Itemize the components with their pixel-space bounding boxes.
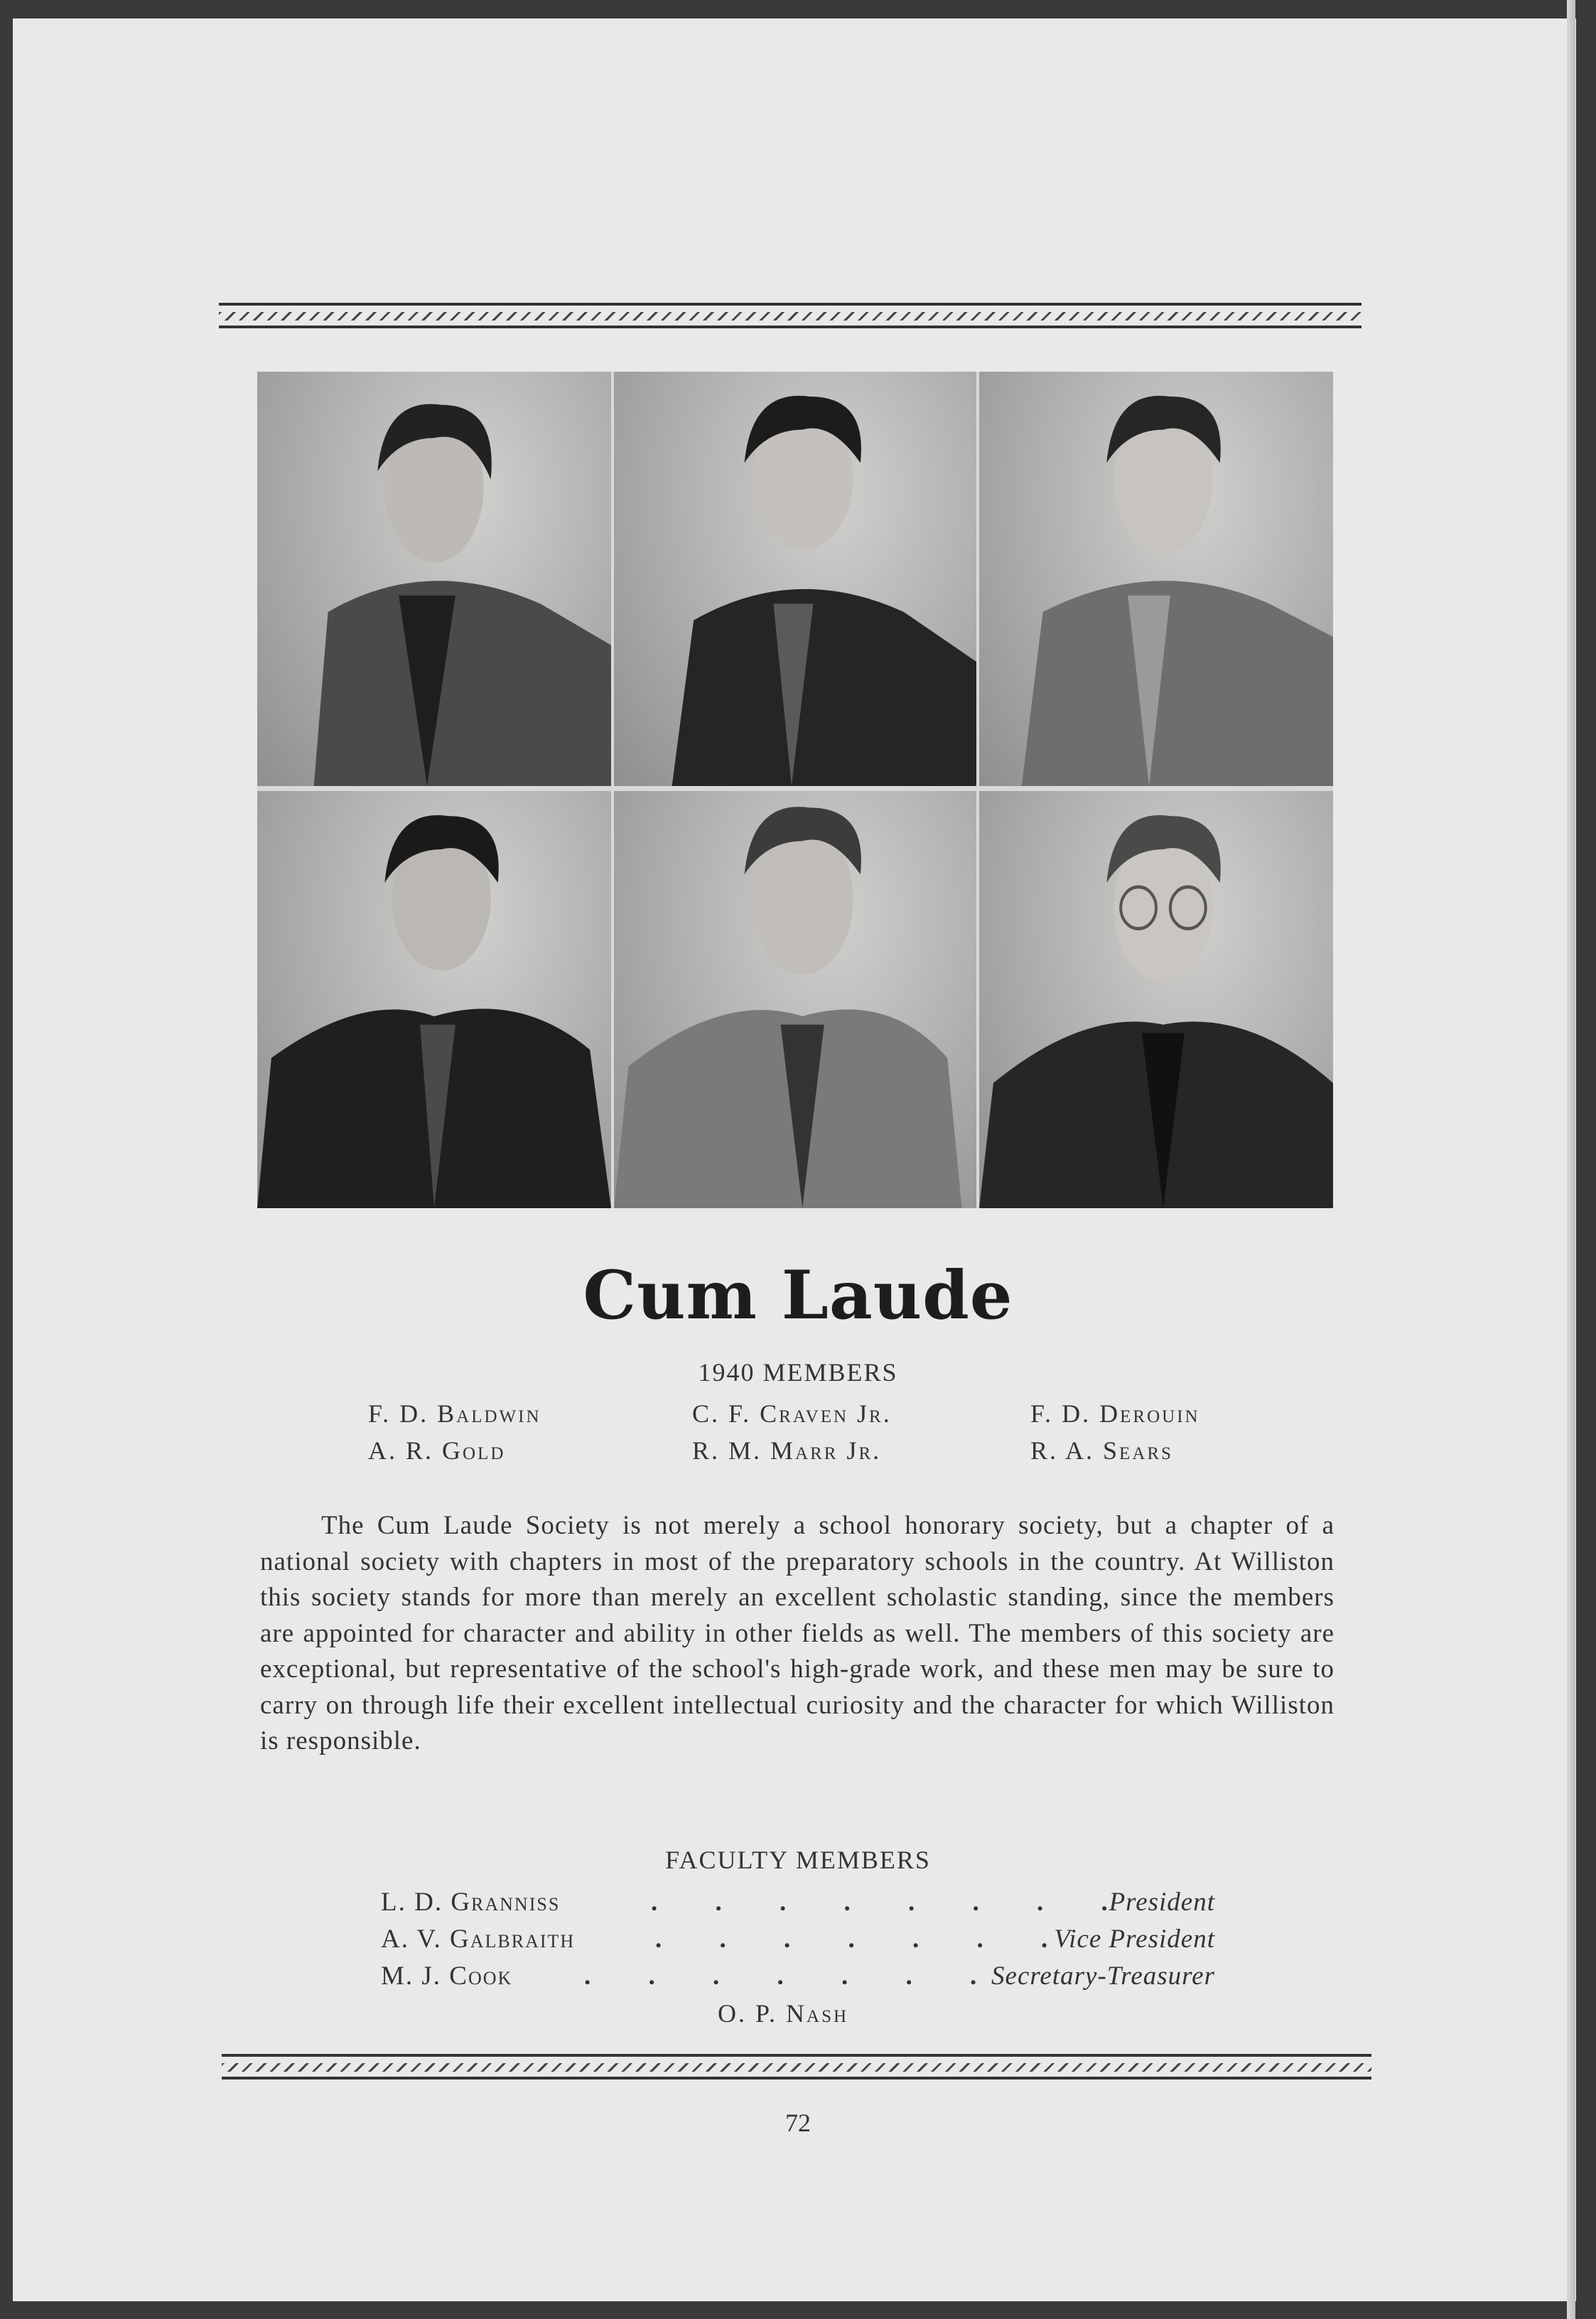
officer-name: A. V. Galbraith	[381, 1925, 576, 1954]
members-heading: 1940 MEMBERS	[698, 1358, 898, 1387]
officer-name: L. D. Granniss	[381, 1888, 561, 1917]
officer-role: Vice President	[1054, 1925, 1215, 1954]
officer-role: President	[1109, 1888, 1215, 1917]
portrait-photo-3	[979, 372, 1333, 786]
member-name: A. R. Gold	[368, 1436, 506, 1465]
member-name: R. A. Sears	[1030, 1436, 1173, 1465]
portrait-photo-2	[614, 372, 976, 786]
member-name: F. D. Derouin	[1030, 1399, 1200, 1428]
officer-role: Secretary-Treasurer	[991, 1962, 1215, 1991]
portrait-grid	[257, 372, 1333, 1208]
portrait-photo-6	[979, 791, 1333, 1208]
bottom-decorative-rule	[222, 2054, 1371, 2082]
page-edge	[1567, 0, 1575, 2319]
top-decorative-rule	[219, 303, 1362, 331]
leader-dots: . . . . . . .	[584, 1962, 1003, 1991]
society-description: The Cum Laude Society is not merely a school honorary society, but a chapter of a national society with chapters in most of the preparatory schools in the country. At Williston this society stands for more than merely an excellent scholastic standing, since the members are appointed for character and ability in other fields as well. The members of this society are exceptional, but representative of the school's high-grade work, and these men may be sure to carry on through life their excellent intellectual curiosity and the character for which Williston is responsible.	[260, 1511, 1335, 1755]
officer-row	[381, 1924, 1215, 1959]
officer-row	[381, 1961, 1215, 1996]
portrait-photo-4	[257, 791, 611, 1208]
faculty-member-name: O. P. Nash	[718, 1999, 849, 2028]
page-title: Cum Laude	[583, 1257, 1013, 1335]
portrait-photo-1	[257, 372, 611, 786]
leader-dots: . . . . . . .	[655, 1925, 1074, 1954]
portrait-photo-5	[614, 791, 976, 1208]
leader-dots: . . . . . . . .	[651, 1888, 1133, 1917]
member-name: C. F. Craven Jr.	[692, 1399, 892, 1428]
officer-row	[381, 1887, 1215, 1922]
officer-name: M. J. Cook	[381, 1962, 513, 1991]
member-name: R. M. Marr Jr.	[692, 1436, 882, 1465]
member-name: F. D. Baldwin	[368, 1399, 541, 1428]
faculty-heading: FACULTY MEMBERS	[665, 1846, 931, 1874]
page-number: 72	[785, 2109, 811, 2137]
